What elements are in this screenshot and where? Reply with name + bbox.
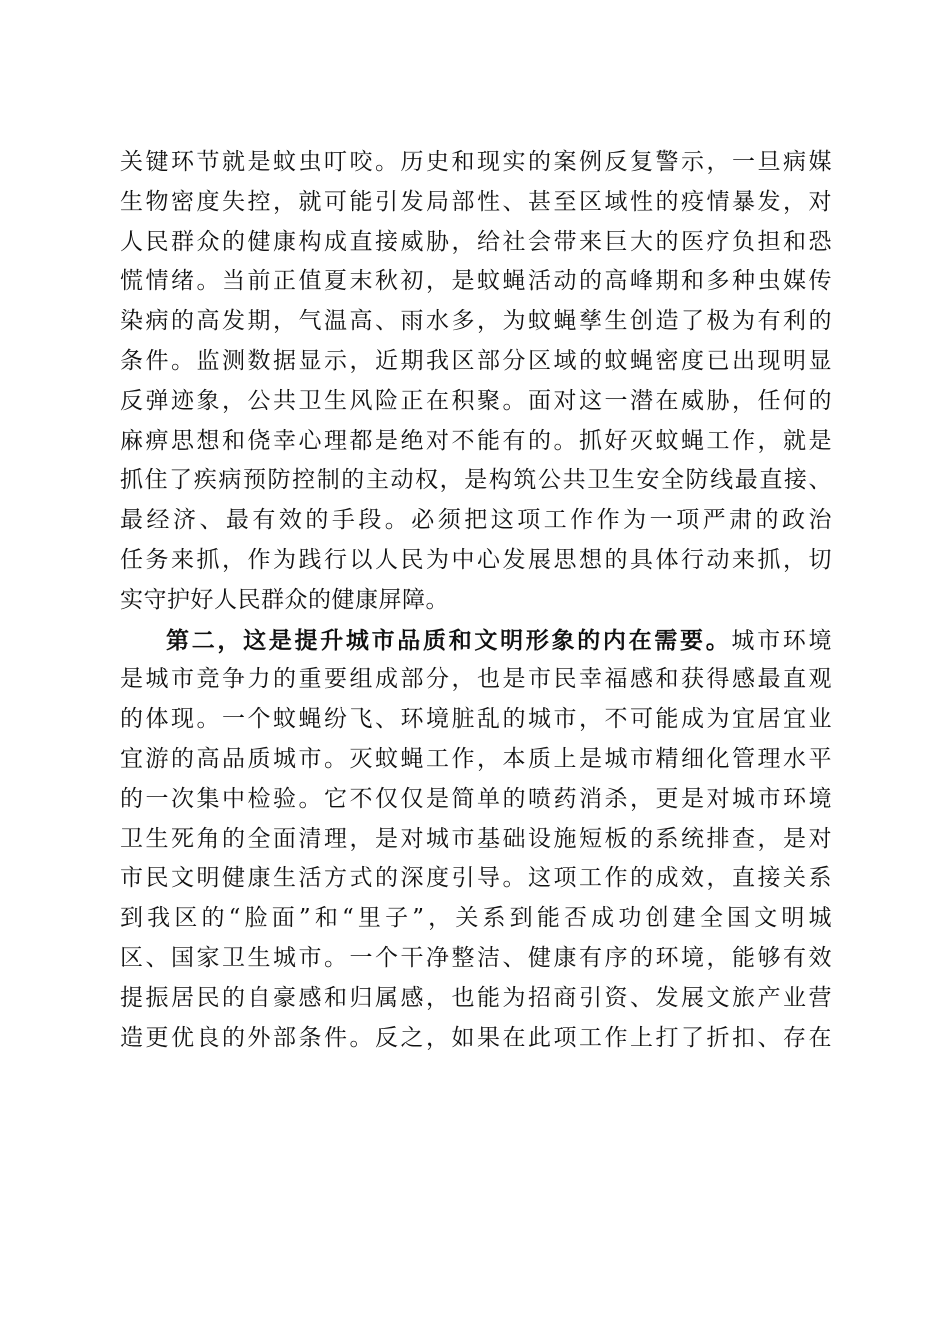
text-line: 慌情绪。当前正值夏末秋初，是蚊蝇活动的高峰期和多种虫媒传 [120, 268, 832, 295]
text-line: 提振居民的自豪感和归属感，也能为招商引资、发展文旅产业营 [120, 984, 832, 1011]
text-line: 染病的高发期，气温高、雨水多，为蚊蝇孳生创造了极为有利的 [120, 308, 832, 335]
paragraph-2 [120, 621, 832, 1059]
text-line: 条件。监测数据显示，近期我区部分区域的蚊蝇密度已出现明显 [120, 347, 832, 374]
text-line: 反弹迹象，公共卫生风险正在积聚。面对这一潜在威胁，任何的 [120, 387, 832, 414]
text-line: 最经济、最有效的手段。必须把这项工作作为一项严肃的政治 [120, 507, 832, 534]
paragraph-lead-heading: 第二，这是提升城市品质和文明形象的内在需要。 [166, 626, 732, 654]
paragraph-1 [120, 143, 832, 621]
text-line: 生物密度失控，就可能引发局部性、甚至区域性的疫情暴发，对 [120, 188, 832, 215]
text-line: 任务来抓，作为践行以人民为中心发展思想的具体行动来抓，切 [120, 546, 832, 573]
text-line: 是城市竞争力的重要组成部分，也是市民幸福感和获得感最直观 [120, 666, 832, 693]
text-line: 抓住了疾病预防控制的主动权，是构筑公共卫生安全防线最直接、 [120, 467, 832, 494]
text-line: 的一次集中检验。它不仅仅是简单的喷药消杀，更是对城市环境 [120, 785, 832, 812]
text-line: 实守护好人民群众的健康屏障。 [120, 586, 449, 613]
text-line-first [120, 621, 832, 661]
text-line: 宜游的高品质城市。灭蚊蝇工作，本质上是城市精细化管理水平 [120, 745, 832, 772]
text-line: 的体现。一个蚊蝇纷飞、环境脏乱的城市，不可能成为宜居宜业 [120, 706, 832, 733]
text-line: 区、国家卫生城市。一个干净整洁、健康有序的环境，能够有效 [120, 944, 832, 971]
text-line: 人民群众的健康构成直接威胁，给社会带来巨大的医疗负担和恐 [120, 228, 832, 255]
text-line-rest: 城市环境 [731, 627, 833, 654]
text-line: 到我区的“脸面”和“里子”，关系到能否成功创建全国文明城 [120, 905, 832, 932]
text-line: 关键环节就是蚊虫叮咬。历史和现实的案例反复警示，一旦病媒 [120, 149, 832, 175]
text-line: 市民文明健康生活方式的深度引导。这项工作的成效，直接关系 [120, 865, 832, 892]
text-line: 造更优良的外部条件。反之，如果在此项工作上打了折扣、存在 [120, 1024, 832, 1051]
text-line: 卫生死角的全面清理，是对城市基础设施短板的系统排查，是对 [120, 825, 832, 852]
document-body [120, 143, 832, 1058]
text-line: 麻痹思想和侥幸心理都是绝对不能有的。抓好灭蚊蝇工作，就是 [120, 427, 832, 454]
